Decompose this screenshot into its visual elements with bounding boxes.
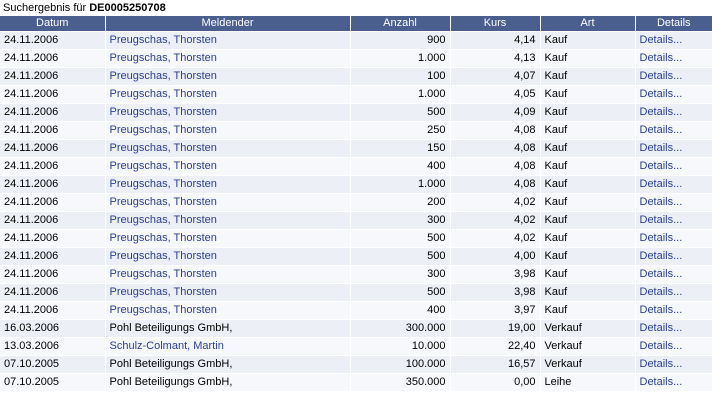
cell-meldender bbox=[105, 104, 350, 122]
cell-details bbox=[635, 86, 712, 104]
cell-kurs: 4,02 bbox=[450, 230, 540, 248]
cell-details bbox=[635, 284, 712, 302]
cell-details bbox=[635, 50, 712, 68]
table-row bbox=[0, 68, 712, 86]
table-header-row bbox=[0, 16, 712, 32]
details-link[interactable]: Details... bbox=[639, 214, 683, 226]
table-row bbox=[0, 122, 712, 140]
cell-meldender bbox=[105, 140, 350, 158]
cell-details bbox=[635, 122, 712, 140]
cell-anzahl: 1.000 bbox=[350, 176, 450, 194]
cell-meldender bbox=[105, 194, 350, 212]
cell-kurs: 4,05 bbox=[450, 86, 540, 104]
cell-details bbox=[635, 320, 712, 338]
details-link[interactable]: Details... bbox=[639, 178, 683, 190]
cell-kurs: 22,40 bbox=[450, 338, 540, 356]
meldender-link[interactable]: Preugschas, Thorsten bbox=[109, 304, 217, 316]
cell-meldender bbox=[105, 158, 350, 176]
cell-meldender bbox=[105, 68, 350, 86]
table-row bbox=[0, 158, 712, 176]
cell-meldender bbox=[105, 302, 350, 320]
cell-meldender bbox=[105, 86, 350, 104]
details-link[interactable]: Details... bbox=[639, 268, 683, 280]
cell-details bbox=[635, 230, 712, 248]
table-row bbox=[0, 140, 712, 158]
meldender-link[interactable]: Preugschas, Thorsten bbox=[109, 268, 217, 280]
cell-anzahl: 1.000 bbox=[350, 86, 450, 104]
cell-kurs: 4,09 bbox=[450, 104, 540, 122]
details-link[interactable]: Details... bbox=[639, 160, 683, 172]
table-row bbox=[0, 50, 712, 68]
cell-datum: 24.11.2006 bbox=[0, 140, 105, 158]
cell-datum: 24.11.2006 bbox=[0, 32, 105, 50]
table-row bbox=[0, 212, 712, 230]
meldender-link[interactable]: Preugschas, Thorsten bbox=[109, 88, 217, 100]
cell-datum: 24.11.2006 bbox=[0, 266, 105, 284]
cell-details bbox=[635, 194, 712, 212]
cell-anzahl: 10.000 bbox=[350, 338, 450, 356]
cell-kurs: 4,08 bbox=[450, 176, 540, 194]
cell-anzahl: 100.000 bbox=[350, 356, 450, 374]
cell-anzahl: 500 bbox=[350, 284, 450, 302]
cell-meldender bbox=[105, 176, 350, 194]
cell-kurs: 0,00 bbox=[450, 374, 540, 392]
details-link[interactable]: Details... bbox=[639, 106, 683, 118]
details-link[interactable]: Details... bbox=[639, 196, 683, 208]
details-link[interactable]: Details... bbox=[639, 142, 683, 154]
details-link[interactable]: Details... bbox=[639, 322, 683, 334]
meldender-link[interactable]: Preugschas, Thorsten bbox=[109, 124, 217, 136]
cell-anzahl: 400 bbox=[350, 158, 450, 176]
cell-kurs: 4,02 bbox=[450, 194, 540, 212]
cell-datum: 24.11.2006 bbox=[0, 248, 105, 266]
cell-details bbox=[635, 266, 712, 284]
cell-anzahl: 500 bbox=[350, 104, 450, 122]
cell-meldender bbox=[105, 50, 350, 68]
cell-art: Kauf bbox=[540, 248, 635, 266]
meldender-link[interactable]: Preugschas, Thorsten bbox=[109, 34, 217, 46]
details-link[interactable]: Details... bbox=[639, 124, 683, 136]
meldender-link[interactable]: Preugschas, Thorsten bbox=[109, 214, 217, 226]
cell-anzahl: 900 bbox=[350, 32, 450, 50]
cell-details bbox=[635, 212, 712, 230]
cell-anzahl: 400 bbox=[350, 302, 450, 320]
column-header-details[interactable]: Details bbox=[635, 16, 712, 32]
cell-meldender bbox=[105, 284, 350, 302]
details-link[interactable]: Details... bbox=[639, 52, 683, 64]
cell-datum: 24.11.2006 bbox=[0, 194, 105, 212]
cell-details bbox=[635, 32, 712, 50]
cell-kurs: 4,13 bbox=[450, 50, 540, 68]
cell-details bbox=[635, 302, 712, 320]
meldender-link[interactable]: Schulz-Colmant, Martin bbox=[109, 340, 224, 352]
cell-anzahl: 500 bbox=[350, 230, 450, 248]
insider-trades-table bbox=[0, 16, 712, 392]
cell-kurs: 4,07 bbox=[450, 68, 540, 86]
details-link[interactable]: Details... bbox=[639, 376, 683, 388]
cell-art: Kauf bbox=[540, 284, 635, 302]
table-row bbox=[0, 356, 712, 374]
meldender-text: Pohl Beteiligungs GmbH, bbox=[109, 376, 233, 388]
result-title-label: Suchergebnis für bbox=[3, 2, 87, 14]
cell-art: Kauf bbox=[540, 230, 635, 248]
details-link[interactable]: Details... bbox=[639, 88, 683, 100]
meldender-link[interactable]: Preugschas, Thorsten bbox=[109, 178, 217, 190]
cell-datum: 16.03.2006 bbox=[0, 320, 105, 338]
cell-datum: 24.11.2006 bbox=[0, 86, 105, 104]
cell-datum: 24.11.2006 bbox=[0, 302, 105, 320]
table-row bbox=[0, 302, 712, 320]
cell-meldender bbox=[105, 122, 350, 140]
cell-kurs: 19,00 bbox=[450, 320, 540, 338]
cell-anzahl: 1.000 bbox=[350, 50, 450, 68]
table-row bbox=[0, 86, 712, 104]
cell-datum: 07.10.2005 bbox=[0, 374, 105, 392]
cell-kurs: 4,02 bbox=[450, 212, 540, 230]
cell-art: Kauf bbox=[540, 32, 635, 50]
details-link[interactable]: Details... bbox=[639, 304, 683, 316]
table-body bbox=[0, 32, 712, 392]
cell-datum: 24.11.2006 bbox=[0, 212, 105, 230]
meldender-link[interactable]: Preugschas, Thorsten bbox=[109, 286, 217, 298]
meldender-link[interactable]: Preugschas, Thorsten bbox=[109, 106, 217, 118]
cell-art: Kauf bbox=[540, 158, 635, 176]
cell-meldender bbox=[105, 266, 350, 284]
table-row bbox=[0, 194, 712, 212]
cell-anzahl: 500 bbox=[350, 248, 450, 266]
cell-anzahl: 150 bbox=[350, 140, 450, 158]
page-title bbox=[0, 0, 712, 16]
cell-meldender bbox=[105, 338, 350, 356]
cell-details bbox=[635, 104, 712, 122]
cell-art: Kauf bbox=[540, 68, 635, 86]
table-row bbox=[0, 266, 712, 284]
cell-anzahl: 200 bbox=[350, 194, 450, 212]
meldender-link[interactable]: Preugschas, Thorsten bbox=[109, 160, 217, 172]
cell-kurs: 3,98 bbox=[450, 284, 540, 302]
details-link[interactable]: Details... bbox=[639, 358, 683, 370]
meldender-text: Pohl Beteiligungs GmbH, bbox=[109, 322, 233, 334]
cell-kurs: 4,08 bbox=[450, 158, 540, 176]
cell-datum: 24.11.2006 bbox=[0, 176, 105, 194]
cell-kurs: 16,57 bbox=[450, 356, 540, 374]
cell-datum: 24.11.2006 bbox=[0, 68, 105, 86]
column-header-anzahl[interactable]: Anzahl bbox=[350, 16, 450, 32]
meldender-link[interactable]: Preugschas, Thorsten bbox=[109, 52, 217, 64]
details-link[interactable]: Details... bbox=[639, 250, 683, 262]
cell-details bbox=[635, 176, 712, 194]
column-header-datum[interactable]: Datum bbox=[0, 16, 105, 32]
cell-details bbox=[635, 158, 712, 176]
cell-kurs: 4,14 bbox=[450, 32, 540, 50]
cell-details bbox=[635, 248, 712, 266]
table-row bbox=[0, 320, 712, 338]
meldender-link[interactable]: Preugschas, Thorsten bbox=[109, 196, 217, 208]
isin-value: DE0005250708 bbox=[89, 2, 166, 14]
cell-art: Kauf bbox=[540, 194, 635, 212]
cell-kurs: 3,98 bbox=[450, 266, 540, 284]
table-row bbox=[0, 32, 712, 50]
cell-datum: 13.03.2006 bbox=[0, 338, 105, 356]
meldender-link[interactable]: Preugschas, Thorsten bbox=[109, 250, 217, 262]
details-link[interactable]: Details... bbox=[639, 232, 683, 244]
cell-art: Kauf bbox=[540, 176, 635, 194]
table-row bbox=[0, 104, 712, 122]
cell-art: Leihe bbox=[540, 374, 635, 392]
cell-details bbox=[635, 356, 712, 374]
meldender-link[interactable]: Preugschas, Thorsten bbox=[109, 70, 217, 82]
cell-kurs: 3,97 bbox=[450, 302, 540, 320]
cell-details bbox=[635, 374, 712, 392]
cell-art: Kauf bbox=[540, 140, 635, 158]
cell-datum: 24.11.2006 bbox=[0, 104, 105, 122]
cell-meldender bbox=[105, 374, 350, 392]
cell-art: Kauf bbox=[540, 50, 635, 68]
cell-kurs: 4,00 bbox=[450, 248, 540, 266]
table-row bbox=[0, 338, 712, 356]
cell-art: Verkauf bbox=[540, 338, 635, 356]
cell-kurs: 4,08 bbox=[450, 122, 540, 140]
cell-art: Kauf bbox=[540, 122, 635, 140]
cell-meldender bbox=[105, 356, 350, 374]
cell-meldender bbox=[105, 248, 350, 266]
column-header-art[interactable]: Art bbox=[540, 16, 635, 32]
cell-datum: 07.10.2005 bbox=[0, 356, 105, 374]
cell-meldender bbox=[105, 320, 350, 338]
table-row bbox=[0, 374, 712, 392]
meldender-text: Pohl Beteiligungs GmbH, bbox=[109, 358, 233, 370]
details-link[interactable]: Details... bbox=[639, 286, 683, 298]
cell-art: Verkauf bbox=[540, 320, 635, 338]
cell-kurs: 4,08 bbox=[450, 140, 540, 158]
cell-art: Kauf bbox=[540, 302, 635, 320]
cell-meldender bbox=[105, 32, 350, 50]
cell-anzahl: 300 bbox=[350, 266, 450, 284]
cell-meldender bbox=[105, 230, 350, 248]
cell-anzahl: 100 bbox=[350, 68, 450, 86]
meldender-link[interactable]: Preugschas, Thorsten bbox=[109, 232, 217, 244]
cell-datum: 24.11.2006 bbox=[0, 230, 105, 248]
details-link[interactable]: Details... bbox=[639, 70, 683, 82]
cell-details bbox=[635, 68, 712, 86]
cell-art: Kauf bbox=[540, 86, 635, 104]
cell-anzahl: 300.000 bbox=[350, 320, 450, 338]
table-row bbox=[0, 176, 712, 194]
cell-details bbox=[635, 338, 712, 356]
cell-details bbox=[635, 140, 712, 158]
cell-anzahl: 300 bbox=[350, 212, 450, 230]
cell-meldender bbox=[105, 212, 350, 230]
column-header-kurs[interactable]: Kurs bbox=[450, 16, 540, 32]
cell-art: Kauf bbox=[540, 104, 635, 122]
cell-datum: 24.11.2006 bbox=[0, 284, 105, 302]
table-header bbox=[0, 16, 712, 32]
cell-anzahl: 350.000 bbox=[350, 374, 450, 392]
table-row bbox=[0, 284, 712, 302]
details-link[interactable]: Details... bbox=[639, 340, 683, 352]
cell-art: Kauf bbox=[540, 212, 635, 230]
cell-datum: 24.11.2006 bbox=[0, 158, 105, 176]
table-row bbox=[0, 230, 712, 248]
cell-datum: 24.11.2006 bbox=[0, 50, 105, 68]
cell-art: Verkauf bbox=[540, 356, 635, 374]
cell-datum: 24.11.2006 bbox=[0, 122, 105, 140]
table-row bbox=[0, 248, 712, 266]
cell-anzahl: 250 bbox=[350, 122, 450, 140]
details-link[interactable]: Details... bbox=[639, 34, 683, 46]
column-header-meldender[interactable]: Meldender bbox=[105, 16, 350, 32]
meldender-link[interactable]: Preugschas, Thorsten bbox=[109, 142, 217, 154]
cell-art: Kauf bbox=[540, 266, 635, 284]
